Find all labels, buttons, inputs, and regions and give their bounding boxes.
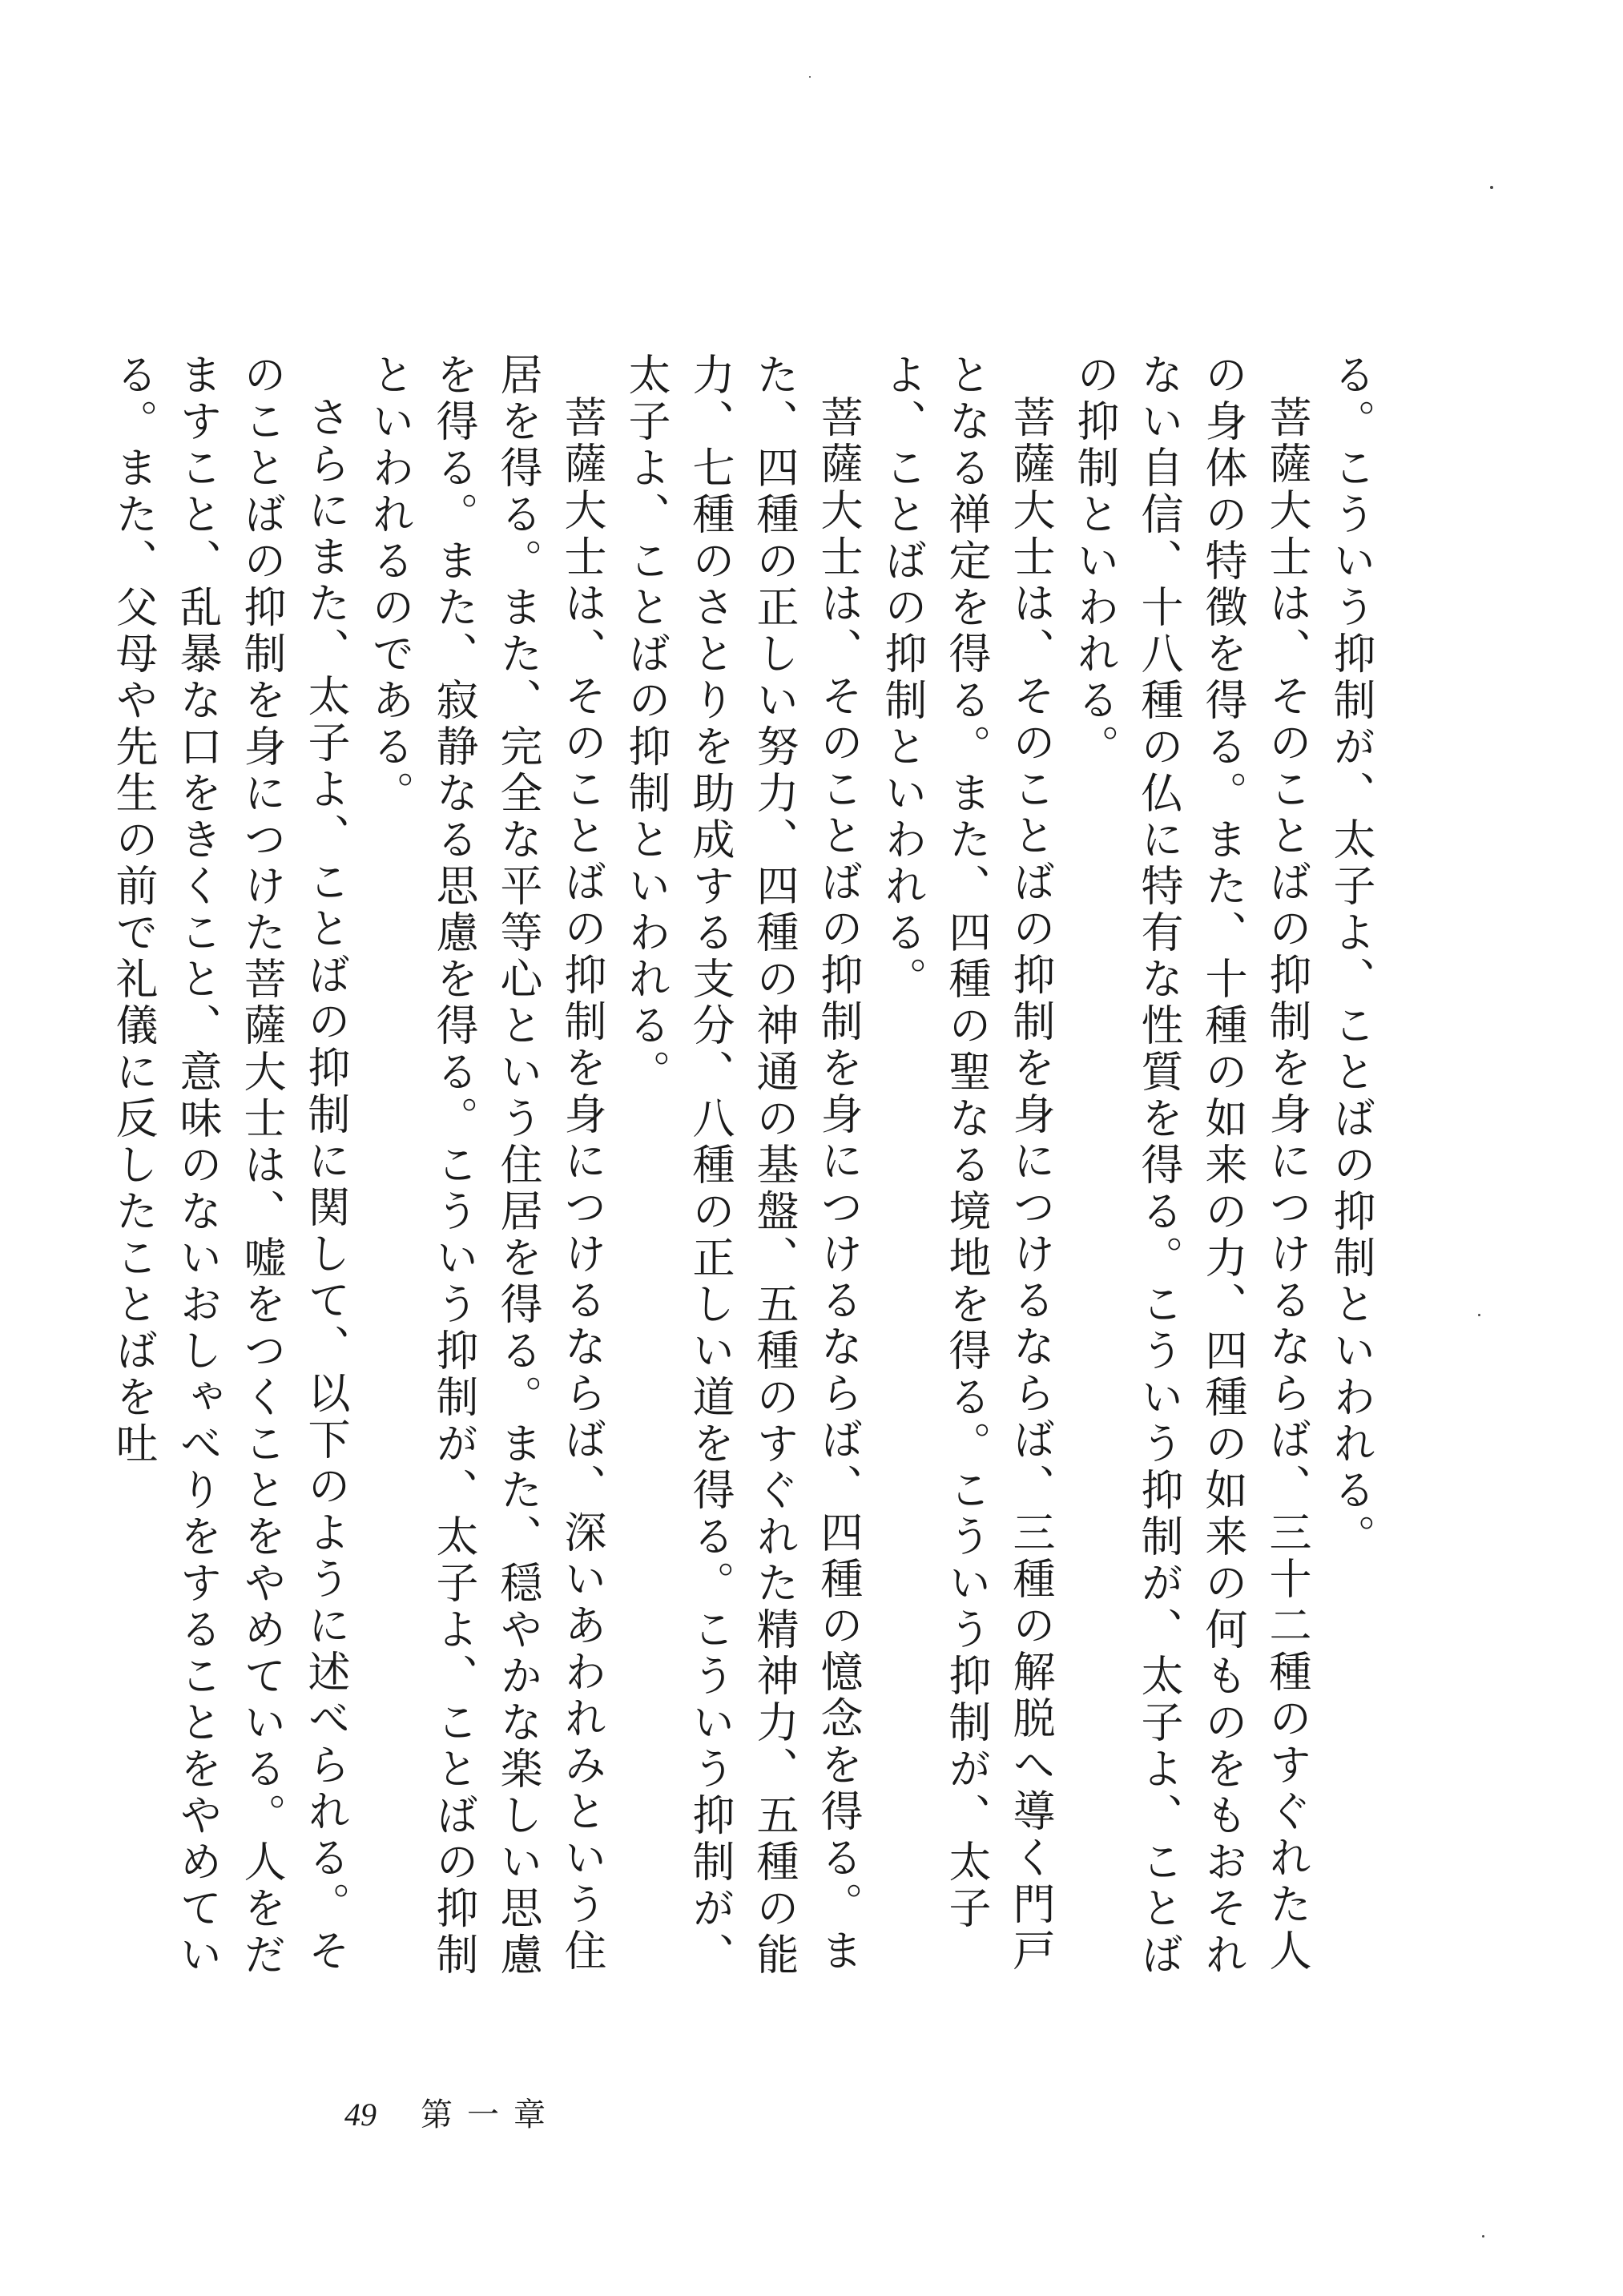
paragraph: 菩薩大士は、そのことばの抑制を身につけるならば、三十二種のすぐれた人の身体の特徴を得る。また、十種の如来の力、四種の如来の何ものをもおそれない自信、十八種の仏に特有な性質を得る。こういう抑制が、太子よ、ことばの抑制といわれる。 [1070, 352, 1311, 1979]
paragraph: る。こういう抑制が、太子よ、ことばの抑制といわれる。 [1327, 352, 1375, 1561]
paragraph: 菩薩大士は、そのことばの抑制を身につけるならば、深いあわれみという住居を得る。また、完全な平等心という住居を得る。また、穏やかな楽しい思慮を得る。また、寂静なる思慮を得る。こういう抑制が、太子よ、ことばの抑制といわれるのである。 [365, 352, 606, 1979]
scan-speck [1482, 2235, 1484, 2238]
page-footer [344, 2091, 585, 2139]
scan-speck [809, 76, 811, 78]
paragraph: 菩薩大士は、そのことばの抑制を身につけるならば、三種の解脱へ導く門戸となる禅定を得る。また、四種の聖なる境地を得る。こういう抑制が、太子よ、ことばの抑制といわれる。 [878, 352, 1055, 1975]
page-number: 49 [344, 2097, 377, 2133]
chapter-title: 第一章 [421, 2097, 560, 2133]
body-text [109, 352, 1383, 2019]
paragraph: さらにまた、太子よ、ことばの抑制に関して、以下のように述べられる。そのことばの抑制を身につけた菩薩大士は、嘘をつくことをやめている。人をだますこと、乱暴な口をきくこと、意味のないおしゃべりをすることをやめている。また、父母や先生の前で礼儀に反したことばを吐 [109, 352, 350, 1979]
scan-speck [1490, 186, 1493, 189]
paragraph: 菩薩大士は、そのことばの抑制を身につけるならば、四種の憶念を得る。また、四種の正しい努力、四種の神通の基盤、五種のすぐれた精神力、五種の能力、七種のさとりを助成する支分、八種の正しい道を得る。こういう抑制が、太子よ、ことばの抑制といわれる。 [622, 352, 863, 1979]
scan-speck [1478, 1314, 1480, 1316]
